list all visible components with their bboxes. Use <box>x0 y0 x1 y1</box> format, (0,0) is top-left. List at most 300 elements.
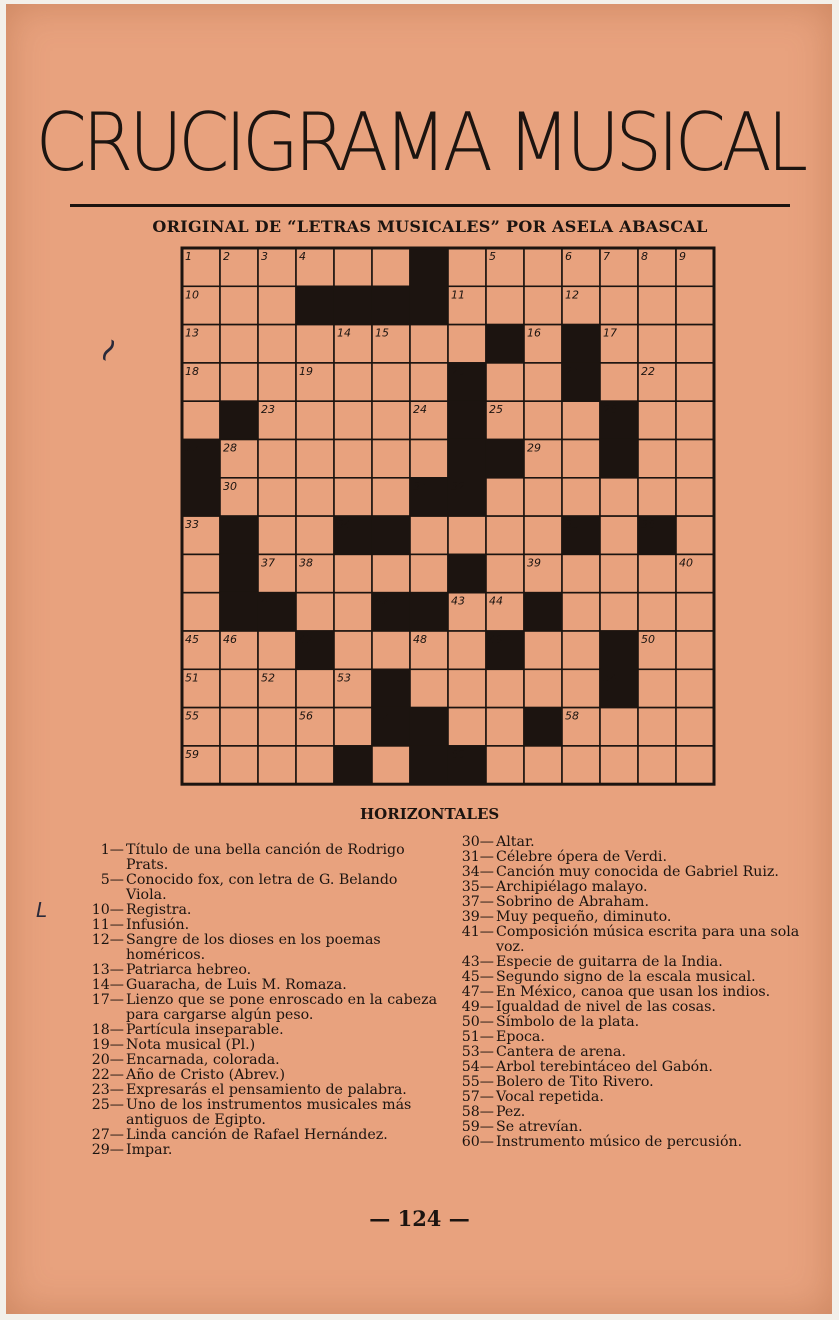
grid-cell[interactable] <box>448 708 486 746</box>
grid-cell[interactable] <box>638 554 676 592</box>
clue-item <box>456 1090 812 1105</box>
clue-item <box>86 1038 438 1053</box>
grid-cell[interactable] <box>372 631 410 669</box>
clue-text: Vocal repetida. <box>496 1089 604 1105</box>
grid-cell-number: 22 <box>641 364 655 378</box>
grid-cell-number: 52 <box>261 671 275 685</box>
clue-text: Célebre ópera de Verdi. <box>496 849 667 865</box>
grid-cell-number: 50 <box>641 633 655 646</box>
grid-cell[interactable] <box>638 478 676 516</box>
grid-cell[interactable] <box>296 401 334 439</box>
grid-cell[interactable] <box>372 554 410 592</box>
clue-item <box>86 1068 438 1083</box>
grid-cell[interactable] <box>524 363 562 401</box>
grid-cell[interactable] <box>372 401 410 439</box>
grid-cell[interactable] <box>296 593 334 631</box>
grid-cell[interactable] <box>182 401 220 439</box>
clue-number: 14— <box>91 977 124 993</box>
clue-item <box>456 880 812 895</box>
grid-cell[interactable] <box>600 593 638 631</box>
grid-cell-number: 48 <box>413 633 427 646</box>
grid-cell[interactable] <box>220 286 258 324</box>
clue-number: 47— <box>461 984 494 1000</box>
grid-cell-black <box>296 286 334 324</box>
grid-cell[interactable] <box>676 516 714 554</box>
grid-cell[interactable] <box>258 478 296 516</box>
clue-item <box>456 1015 812 1030</box>
grid-cell[interactable] <box>524 516 562 554</box>
clue-number: 39— <box>461 909 494 925</box>
grid-cell-black <box>410 248 448 286</box>
clue-text: Canción muy conocida de Gabriel Ruiz. <box>496 864 779 880</box>
grid-cell[interactable] <box>296 669 334 707</box>
grid-cell-number: 14 <box>337 326 351 340</box>
grid-cell[interactable] <box>486 286 524 324</box>
section-heading-horizontales: HORIZONTALES <box>360 805 500 823</box>
grid-cell[interactable] <box>562 401 600 439</box>
clue-number: 5— <box>100 872 124 888</box>
clue-item <box>456 1045 812 1060</box>
grid-cell-number: 31 <box>413 479 427 493</box>
grid-cell[interactable] <box>638 669 676 707</box>
grid-cell[interactable] <box>258 363 296 401</box>
grid-cell-number: 37 <box>261 556 275 570</box>
grid-cell-number: 44 <box>489 594 503 608</box>
grid-cell[interactable] <box>220 325 258 363</box>
grid-cell[interactable] <box>638 286 676 324</box>
grid-cell[interactable] <box>448 248 486 286</box>
grid-cell[interactable] <box>676 286 714 324</box>
clue-number: 23— <box>91 1082 124 1098</box>
grid-cell[interactable] <box>220 746 258 784</box>
grid-cell-number: 19 <box>299 364 313 378</box>
grid-cell-black <box>486 325 524 363</box>
clue-text: Registra. <box>126 902 192 918</box>
grid-cell[interactable] <box>562 669 600 707</box>
grid-cell-number: 10 <box>185 288 199 302</box>
grid-cell-number: 27 <box>185 441 199 455</box>
grid-cell-number: 60 <box>451 747 465 761</box>
clue-number: 35— <box>461 879 494 895</box>
grid-cell[interactable] <box>258 325 296 363</box>
grid-cell[interactable] <box>600 516 638 554</box>
clue-text: Encarnada, colorada. <box>126 1052 280 1068</box>
grid-cell-number: 29 <box>527 441 541 455</box>
grid-cell[interactable] <box>258 286 296 324</box>
grid-cell-black <box>410 286 448 324</box>
grid-cell[interactable] <box>600 286 638 324</box>
grid-cell[interactable] <box>600 554 638 592</box>
grid-cell[interactable] <box>258 631 296 669</box>
clue-number: 41— <box>461 924 494 940</box>
grid-cell[interactable] <box>258 708 296 746</box>
grid-cell-black <box>600 440 638 478</box>
clue-text: Se atrevían. <box>496 1119 583 1135</box>
clue-number: 25— <box>91 1097 124 1113</box>
clue-text: Sangre de los dioses en los poemas homéricos. <box>126 932 381 963</box>
clue-number: 59— <box>461 1119 494 1135</box>
grid-cell-number: 36 <box>641 518 655 532</box>
grid-cell[interactable] <box>676 478 714 516</box>
clue-text: Infusión. <box>126 917 190 933</box>
grid-cell[interactable] <box>448 516 486 554</box>
grid-cell[interactable] <box>486 516 524 554</box>
clue-number: 22— <box>91 1067 124 1083</box>
clue-item <box>456 865 812 880</box>
clue-number: 12— <box>91 932 124 948</box>
grid-cell[interactable] <box>676 708 714 746</box>
grid-cell-number: 45 <box>185 633 199 646</box>
grid-cell-black <box>372 669 410 707</box>
grid-cell[interactable] <box>334 363 372 401</box>
grid-cell[interactable] <box>372 363 410 401</box>
grid-cell[interactable] <box>524 631 562 669</box>
grid-cell-black <box>220 593 258 631</box>
grid-cell[interactable] <box>296 516 334 554</box>
grid-cell-black <box>220 516 258 554</box>
grid-cell[interactable] <box>486 708 524 746</box>
clue-item <box>456 970 812 985</box>
clue-item <box>86 903 438 918</box>
grid-cell-number: 23 <box>261 403 275 417</box>
crossword-grid[interactable] <box>180 246 718 798</box>
grid-cell-number: 56 <box>299 709 313 723</box>
grid-cell[interactable] <box>676 669 714 707</box>
grid-cell[interactable] <box>334 593 372 631</box>
page-number: — 124 — <box>369 1206 470 1231</box>
clue-item <box>456 910 812 925</box>
grid-cell[interactable] <box>334 708 372 746</box>
grid-cell-black <box>486 440 524 478</box>
clue-column-right <box>456 835 812 1150</box>
grid-cell-number: 42 <box>375 594 389 608</box>
grid-cell[interactable] <box>182 593 220 631</box>
grid-cell-black <box>600 631 638 669</box>
clue-number: 17— <box>91 992 124 1008</box>
grid-cell[interactable] <box>334 440 372 478</box>
clue-text: Linda canción de Rafael Hernández. <box>126 1127 388 1143</box>
grid-cell-number: 4 <box>299 250 306 263</box>
clue-item <box>86 1098 438 1128</box>
clue-number: 1— <box>100 842 124 858</box>
grid-cell[interactable] <box>638 440 676 478</box>
grid-cell-number: 28 <box>223 441 237 455</box>
grid-cell[interactable] <box>296 440 334 478</box>
grid-cell-number: 21 <box>565 364 579 378</box>
grid-cell[interactable] <box>220 669 258 707</box>
grid-cell[interactable] <box>448 631 486 669</box>
grid-cell[interactable] <box>638 401 676 439</box>
grid-cell[interactable] <box>676 746 714 784</box>
grid-cell[interactable] <box>524 401 562 439</box>
grid-cell[interactable] <box>676 593 714 631</box>
grid-cell[interactable] <box>258 440 296 478</box>
grid-cell[interactable] <box>220 363 258 401</box>
clue-text: Conocido fox, con letra de G. Belando Viola. <box>126 872 398 903</box>
grid-cell-number: 41 <box>261 594 275 608</box>
grid-cell[interactable] <box>410 516 448 554</box>
clue-number: 43— <box>461 954 494 970</box>
clue-number: 50— <box>461 1014 494 1030</box>
clue-item <box>86 1143 438 1158</box>
grid-cell[interactable] <box>296 325 334 363</box>
grid-cell[interactable] <box>410 554 448 592</box>
grid-cell-number: 6 <box>565 250 572 263</box>
grid-cell-black <box>562 325 600 363</box>
grid-cell[interactable] <box>410 325 448 363</box>
grid-cell[interactable] <box>334 401 372 439</box>
clue-number: 13— <box>91 962 124 978</box>
clue-text: Lienzo que se pone enroscado en la cabeza para cargarse algún peso. <box>126 992 438 1023</box>
clue-number: 49— <box>461 999 494 1015</box>
grid-cell-number: 3 <box>261 250 268 263</box>
clue-text: Igualdad de nivel de las cosas. <box>496 999 716 1015</box>
grid-cell-number: 18 <box>185 364 199 378</box>
clue-item <box>86 873 438 903</box>
grid-cell[interactable] <box>486 669 524 707</box>
grid-cell-black <box>524 593 562 631</box>
grid-cell[interactable] <box>334 478 372 516</box>
grid-cell[interactable] <box>296 478 334 516</box>
grid-cell-black <box>410 746 448 784</box>
clue-number: 20— <box>91 1052 124 1068</box>
grid-cell[interactable] <box>258 516 296 554</box>
grid-cell-number: 40 <box>679 556 693 570</box>
handwritten-annotation: L <box>36 898 48 922</box>
clue-item <box>456 1075 812 1090</box>
grid-cell-number: 30 <box>223 479 237 493</box>
grid-cell-number: 11 <box>451 288 465 302</box>
grid-cell[interactable] <box>334 631 372 669</box>
clue-item <box>86 1083 438 1098</box>
clue-item <box>86 963 438 978</box>
clue-text: Altar. <box>496 834 535 850</box>
grid-cell-number: 13 <box>185 326 199 340</box>
grid-cell[interactable] <box>296 746 334 784</box>
title-rule <box>70 204 790 207</box>
clue-number: 18— <box>91 1022 124 1038</box>
grid-cell-number: 20 <box>451 364 465 378</box>
grid-cell[interactable] <box>486 746 524 784</box>
grid-cell-number: 8 <box>641 250 648 263</box>
grid-cell-number: 57 <box>375 709 389 723</box>
clue-number: 45— <box>461 969 494 985</box>
grid-cell-black <box>448 401 486 439</box>
grid-cell[interactable] <box>676 401 714 439</box>
grid-cell[interactable] <box>676 363 714 401</box>
grid-cell[interactable] <box>410 669 448 707</box>
grid-cell-number: 2 <box>223 250 230 263</box>
grid-cell[interactable] <box>676 440 714 478</box>
grid-cell-number: 54 <box>603 671 617 685</box>
grid-cell-number: 33 <box>185 518 199 532</box>
grid-cell[interactable] <box>600 363 638 401</box>
clue-item <box>456 1030 812 1045</box>
grid-cell[interactable] <box>524 746 562 784</box>
clue-text: Arbol terebintáceo del Gabón. <box>496 1059 713 1075</box>
clue-number: 51— <box>461 1029 494 1045</box>
clue-text: Cantera de arena. <box>496 1044 627 1060</box>
clue-text: Impar. <box>126 1142 173 1158</box>
clue-item <box>456 895 812 910</box>
clue-number: 31— <box>461 849 494 865</box>
clue-number: 34— <box>461 864 494 880</box>
grid-cell[interactable] <box>448 325 486 363</box>
page-title: CRUCIGRAMA MUSICAL <box>35 96 804 189</box>
clue-number: 58— <box>461 1104 494 1120</box>
grid-cell[interactable] <box>676 631 714 669</box>
clue-item <box>456 850 812 865</box>
grid-cell[interactable] <box>638 325 676 363</box>
grid-cell[interactable] <box>486 363 524 401</box>
clue-item <box>456 925 812 955</box>
grid-cell-number: 12 <box>565 288 579 302</box>
grid-cell-number: 25 <box>489 403 503 417</box>
grid-cell[interactable] <box>372 478 410 516</box>
grid-cell[interactable] <box>562 593 600 631</box>
clue-item <box>86 1128 438 1143</box>
grid-cell[interactable] <box>410 440 448 478</box>
grid-cell[interactable] <box>334 554 372 592</box>
clue-number: 10— <box>91 902 124 918</box>
grid-cell-black <box>524 708 562 746</box>
grid-cell-black <box>220 554 258 592</box>
grid-cell-black <box>334 746 372 784</box>
handwritten-annotation: ~ <box>83 327 133 373</box>
grid-cell[interactable] <box>638 708 676 746</box>
grid-cell-number: 53 <box>337 671 351 685</box>
grid-cell[interactable] <box>562 478 600 516</box>
grid-cell[interactable] <box>600 746 638 784</box>
grid-cell-number: 9 <box>679 250 686 263</box>
grid-cell-black <box>220 401 258 439</box>
clue-text: Pez. <box>496 1104 526 1120</box>
grid-cell-number: 24 <box>413 403 427 417</box>
clue-text: Instrumento músico de percusión. <box>496 1134 743 1150</box>
grid-cell-number: 7 <box>603 250 610 263</box>
clue-text: Muy pequeño, diminuto. <box>496 909 672 925</box>
grid-cell[interactable] <box>334 248 372 286</box>
grid-cell-number: 59 <box>185 747 199 761</box>
grid-cell-number: 58 <box>565 709 579 723</box>
grid-cell[interactable] <box>486 478 524 516</box>
clue-item <box>456 1135 812 1150</box>
grid-cell[interactable] <box>258 746 296 784</box>
clue-number: 29— <box>91 1142 124 1158</box>
grid-cell-number: 51 <box>185 671 199 685</box>
grid-cell[interactable] <box>372 248 410 286</box>
grid-cell-number: 55 <box>185 709 199 723</box>
clue-item <box>86 918 438 933</box>
grid-cell-number: 26 <box>603 403 617 417</box>
grid-cell[interactable] <box>448 669 486 707</box>
clue-text: En México, canoa que usan los indios. <box>496 984 771 1000</box>
clue-number: 11— <box>91 917 124 933</box>
grid-cell[interactable] <box>524 248 562 286</box>
grid-cell-black <box>448 554 486 592</box>
grid-cell[interactable] <box>372 746 410 784</box>
clue-text: Nota musical (Pl.) <box>126 1037 256 1053</box>
grid-cell[interactable] <box>524 478 562 516</box>
grid-cell[interactable] <box>562 440 600 478</box>
clue-item <box>86 933 438 963</box>
grid-cell-number: 16 <box>527 326 541 340</box>
clue-text: Partícula inseparable. <box>126 1022 284 1038</box>
clue-text: Segundo signo de la escala musical. <box>496 969 756 985</box>
clue-item <box>456 1105 812 1120</box>
grid-cell[interactable] <box>562 554 600 592</box>
grid-cell-black <box>182 478 220 516</box>
grid-cell-black <box>334 286 372 324</box>
grid-cell-black <box>410 593 448 631</box>
grid-cell-number: 15 <box>375 326 389 340</box>
clue-text: Composición música escrita para una sola voz. <box>496 924 800 955</box>
grid-cell[interactable] <box>524 669 562 707</box>
grid-cell[interactable] <box>524 286 562 324</box>
grid-cell[interactable] <box>486 554 524 592</box>
grid-cell-number: 46 <box>223 633 237 646</box>
clue-item <box>456 835 812 850</box>
grid-cell-number: 49 <box>489 633 503 646</box>
grid-cell-black <box>410 708 448 746</box>
clue-text: Uno de los instrumentos musicales más antiguos de Egipto. <box>126 1097 412 1128</box>
grid-cell-number: 5 <box>489 250 496 263</box>
clue-item <box>86 978 438 993</box>
grid-cell-number: 47 <box>299 633 313 646</box>
clue-text: Título de una bella canción de Rodrigo Prats. <box>126 842 405 873</box>
grid-cell[interactable] <box>638 746 676 784</box>
grid-cell-black <box>448 440 486 478</box>
grid-cell[interactable] <box>600 478 638 516</box>
clue-item <box>86 1053 438 1068</box>
grid-cell[interactable] <box>676 325 714 363</box>
clue-item <box>86 993 438 1023</box>
clue-text: Símbolo de la plata. <box>496 1014 640 1030</box>
grid-cell[interactable] <box>562 631 600 669</box>
clue-number: 30— <box>461 834 494 850</box>
clue-item <box>86 1023 438 1038</box>
grid-cell-black <box>372 516 410 554</box>
clue-text: Patriarca hebreo. <box>126 962 252 978</box>
clue-item <box>456 985 812 1000</box>
clue-text: Archipiélago malayo. <box>496 879 648 895</box>
byline: ORIGINAL DE “LETRAS MUSICALES” POR ASELA ABASCAL <box>152 217 708 236</box>
clue-item <box>86 843 438 873</box>
grid-cell[interactable] <box>600 708 638 746</box>
grid-cell-number: 1 <box>185 250 192 263</box>
clue-column-left <box>86 843 438 1158</box>
clue-number: 53— <box>461 1044 494 1060</box>
clue-number: 57— <box>461 1089 494 1105</box>
grid-cell[interactable] <box>638 593 676 631</box>
clue-text: Guaracha, de Luis M. Romaza. <box>126 977 347 993</box>
clue-text: Epoca. <box>496 1029 545 1045</box>
grid-cell-number: 32 <box>451 479 465 493</box>
clue-text: Bolero de Tito Rivero. <box>496 1074 654 1090</box>
clue-number: 55— <box>461 1074 494 1090</box>
clue-item <box>456 1000 812 1015</box>
grid-cell[interactable] <box>410 363 448 401</box>
grid-cell[interactable] <box>372 440 410 478</box>
grid-cell[interactable] <box>562 746 600 784</box>
clue-text: Expresarás el pensamiento de palabra. <box>126 1082 407 1098</box>
grid-cell-number: 39 <box>527 556 541 570</box>
clue-text: Especie de guitarra de la India. <box>496 954 723 970</box>
grid-cell-number: 38 <box>299 556 313 570</box>
grid-cell[interactable] <box>182 554 220 592</box>
grid-cell[interactable] <box>220 708 258 746</box>
clue-number: 60— <box>461 1134 494 1150</box>
